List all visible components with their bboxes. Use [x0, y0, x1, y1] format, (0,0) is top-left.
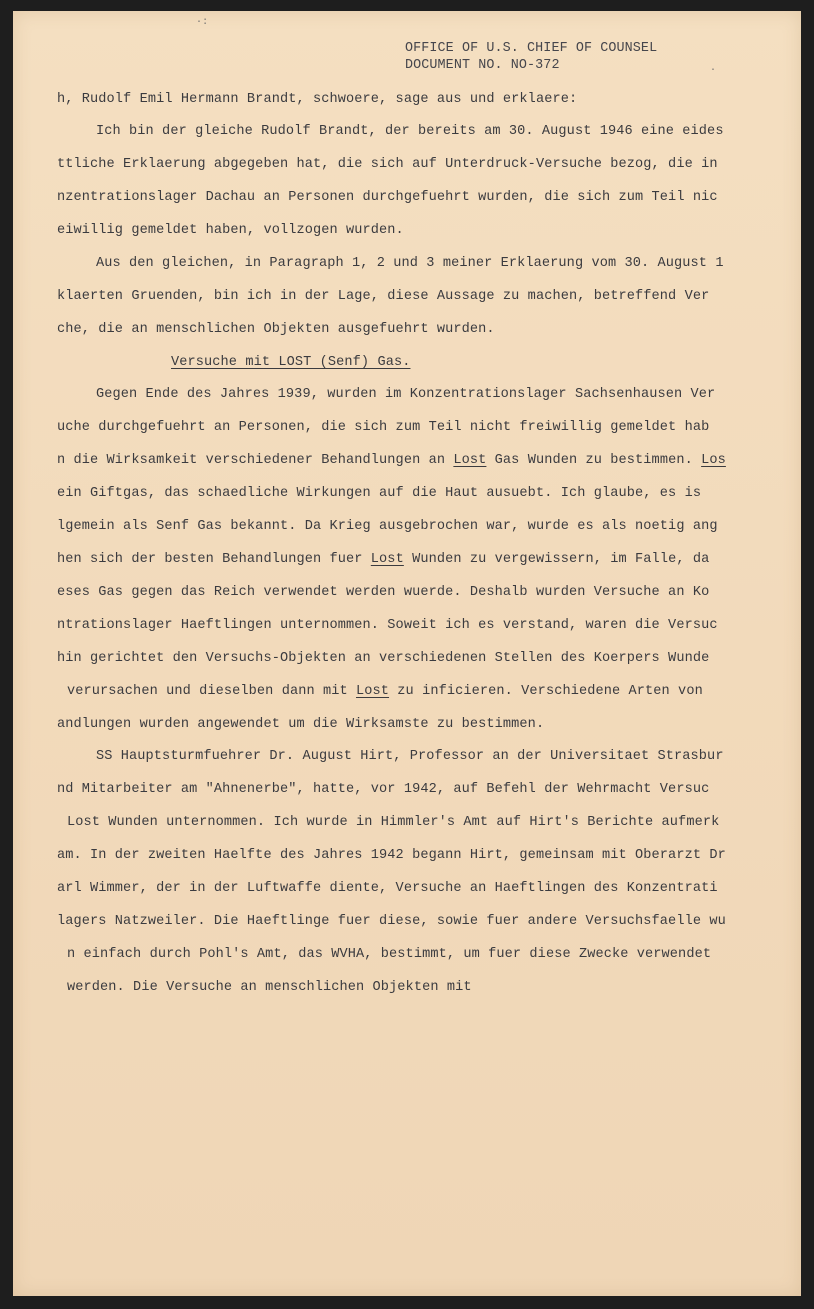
ink-speck-mark: ·: — [196, 17, 209, 28]
text-segment: Gas Wunden zu bestimmen. — [486, 453, 702, 468]
lost-underlined: Los — [701, 453, 726, 468]
paragraph-1-line-3: nzentrationslager Dachau an Personen durchgefuehrt wurden, die sich zum Teil nic — [57, 190, 718, 205]
paragraph-3-line-6 — [57, 552, 709, 567]
paragraph-3-line-3 — [57, 453, 726, 468]
paragraph-4-line-7: n einfach durch Pohl's Amt, das WVHA, bestimmt, um fuer diese Zwecke verwendet — [67, 947, 712, 962]
paragraph-3-line-11: andlungen wurden angewendet um die Wirksamste zu bestimmen. — [57, 717, 545, 732]
paragraph-3-line-7: eses Gas gegen das Reich verwendet werden wuerde. Deshalb wurden Versuche an Ko — [57, 585, 710, 600]
paragraph-3-line-8: ntrationslager Haeftlingen unternommen. Soweit ich es verstand, waren die Versuc — [57, 618, 718, 633]
text-segment: verursachen und dieselben dann mit — [67, 684, 357, 699]
paragraph-2-line-3: che, die an menschlichen Objekten ausgefuehrt wurden. — [57, 322, 495, 337]
paragraph-4-line-3: Lost Wunden unternommen. Ich wurde in Himmler's Amt auf Hirt's Berichte aufmerk — [67, 815, 720, 830]
paragraph-3-line-9: hin gerichtet den Versuchs-Objekten an verschiedenen Stellen des Koerpers Wunde — [57, 651, 710, 666]
text-segment: hen sich der besten Behandlungen fuer — [57, 552, 371, 567]
oath-line: h, Rudolf Emil Hermann Brandt, schwoere, sage aus und erklaere: — [57, 92, 578, 107]
paragraph-3-line-5: lgemein als Senf Gas bekannt. Da Krieg ausgebrochen war, wurde es als noetig ang — [57, 519, 718, 534]
text-segment: zu inficieren. Verschiedene Arten von — [389, 684, 703, 699]
paragraph-4-line-5: arl Wimmer, der in der Luftwaffe diente, Versuche an Haeftlingen des Konzentrati — [57, 881, 718, 896]
paragraph-1-line-2: ttliche Erklaerung abgegeben hat, die sich auf Unterdruck-Versuche bezog, die in — [57, 157, 718, 172]
paragraph-3-line-4: ein Giftgas, das schaedliche Wirkungen auf die Haut ausuebt. Ich glaube, es is — [57, 486, 702, 501]
text-segment: n die Wirksamkeit verschiedener Behandlungen an — [57, 453, 454, 468]
lost-underlined: Lost — [370, 552, 404, 567]
paragraph-3-line-10 — [67, 684, 703, 699]
header-office: OFFICE OF U.S. CHIEF OF COUNSEL — [405, 41, 658, 56]
text-segment: Wunden zu vergewissern, im Falle, da — [403, 552, 710, 567]
paragraph-4-line-6: lagers Natzweiler. Die Haeftlinge fuer diese, sowie fuer andere Versuchsfaelle wu — [57, 914, 726, 929]
paragraph-2-line-2: klaerten Gruenden, bin ich in der Lage, diese Aussage zu machen, betreffend Ver — [57, 289, 710, 304]
paragraph-4-line-4: am. In der zweiten Haelfte des Jahres 1942 begann Hirt, gemeinsam mit Oberarzt Dr — [57, 848, 726, 863]
paragraph-4-line-1: SS Hauptsturmfuehrer Dr. August Hirt, Professor an der Universitaet Strasbur — [96, 749, 724, 764]
typed-document — [13, 11, 801, 1296]
ink-speck-mark: · — [710, 65, 717, 76]
paragraph-1-line-4: eiwillig gemeldet haben, vollzogen wurden. — [57, 223, 404, 238]
paragraph-4-line-2: nd Mitarbeiter am "Ahnenerbe", hatte, vor 1942, auf Befehl der Wehrmacht Versuc — [57, 782, 710, 797]
lost-underlined: Lost — [356, 684, 390, 699]
paragraph-4-line-8: werden. Die Versuche an menschlichen Objekten mit — [67, 980, 472, 995]
paragraph-3-line-1: Gegen Ende des Jahres 1939, wurden im Konzentrationslager Sachsenhausen Ver — [96, 387, 716, 402]
section-title: Versuche mit LOST (Senf) Gas. — [171, 355, 411, 370]
document-page — [13, 11, 801, 1296]
lost-underlined: Lost — [453, 453, 487, 468]
paragraph-1-line-1: Ich bin der gleiche Rudolf Brandt, der bereits am 30. August 1946 eine eides — [96, 124, 724, 139]
paragraph-3-line-2: uche durchgefuehrt an Personen, die sich zum Teil nicht freiwillig gemeldet hab — [57, 420, 710, 435]
paragraph-2-line-1: Aus den gleichen, in Paragraph 1, 2 und 3 meiner Erklaerung vom 30. August 1 — [96, 256, 724, 271]
header-document-number: DOCUMENT NO. NO-372 — [405, 58, 560, 73]
